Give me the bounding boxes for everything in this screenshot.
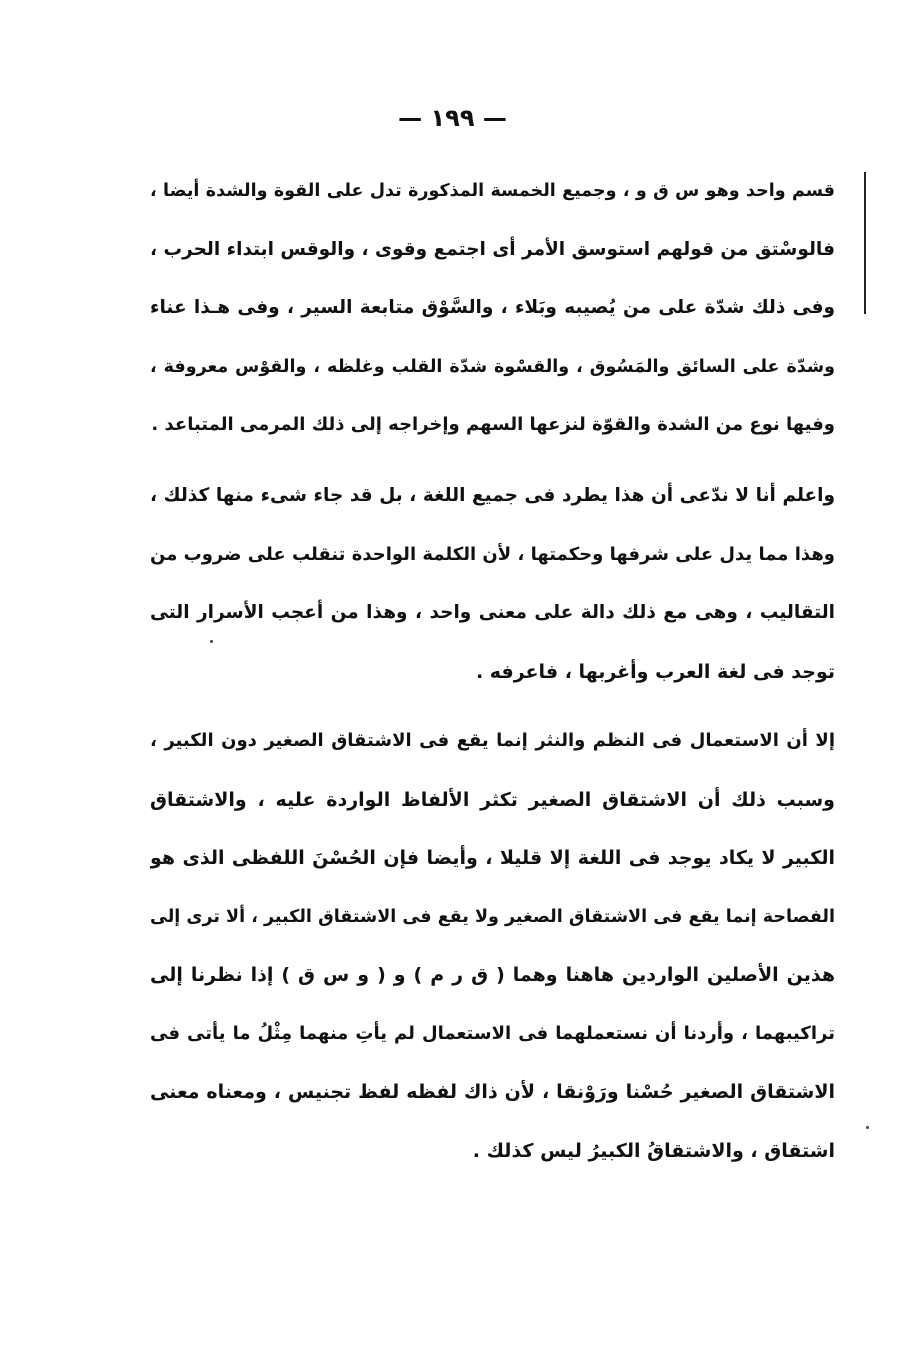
text-line: هذين الأصلين الواردين هاهنا وهما ( ق ر م ) و ( و س ق ) إذا نظرنا إلى [150, 964, 835, 986]
page-number: — ١٩٩ — [398, 104, 507, 132]
text-line: الفصاحة إنما يقع فى الاشتقاق الصغير ولا يقع فى الاشتقاق الكبير ، ألا ترى إلى [150, 906, 835, 927]
text-line: إلا أن الاستعمال فى النظم والنثر إنما يقع فى الاشتقاق الصغير دون الكبير ، [150, 730, 835, 751]
margin-rule [864, 172, 866, 314]
text-line: وهذا مما يدل على شرفها وحكمتها ، لأن الكلمة الواحدة تنقلب على ضروب من [150, 543, 835, 565]
paragraph-1 [150, 162, 835, 455]
text-line: وسبب ذلك أن الاشتقاق الصغير تكثر الألفاظ الواردة عليه ، والاشتقاق [150, 788, 835, 811]
text-line: فالوسْتق من قولهم استوسق الأمر أى اجتمع وقوى ، والوقس ابتداء الحرب ، [150, 238, 835, 260]
text-line: التقاليب ، وهى مع ذلك دالة على معنى واحد ، وهذا من أعجب الأسرار التى [150, 602, 835, 623]
text-line: وفيها نوع من الشدة والقوّة لنزعها السهم وإخراجه إلى ذلك المرمى المتباعد . [151, 414, 835, 435]
text-line: قسم واحد وهو س ق و ، وجميع الخمسة المذكورة تدل على القوة والشدة أيضا ، [150, 181, 835, 201]
text-line: الاشتقاق الصغير حُسْنا ورَوْنقا ، لأن ذاك لفظه لفظ تجنيس ، ومعناه معنى [150, 1081, 835, 1103]
text-line: وفى ذلك شدّة على من يُصيبه وبَلاء ، والسَّوْق متابعة السير ، وفى هـذا عناء [150, 297, 835, 318]
text-line: الكبير لا يكاد يوجد فى اللغة إلا قليلا ، وأيضا فإن الحُسْنَ اللفظى الذى هو [150, 847, 835, 869]
text-line: توجد فى لغة العرب وأغربها ، فاعرفه . [475, 660, 835, 683]
text-line: وشدّة على السائق والمَسُوق ، والقسْوة شدّة القلب وغلظه ، والقوْس معروفة ، [150, 356, 835, 377]
text-line: تراكيبهما ، وأردنا أن نستعملهما فى الاستعمال لم يأتِ منهما مِثْلُ ما يأتى فى [150, 1022, 835, 1044]
paragraph-3 [150, 712, 835, 1180]
ink-speck [866, 1126, 869, 1129]
paragraph-2 [150, 467, 835, 701]
text-line: واعلم أنا لا ندّعى أن هذا يطرد فى جميع اللغة ، بل قد جاء شىء منها كذلك ، [150, 485, 835, 506]
text-line: اشتقاق ، والاشتقاقُ الكبيرُ ليس كذلك . [472, 1139, 835, 1162]
